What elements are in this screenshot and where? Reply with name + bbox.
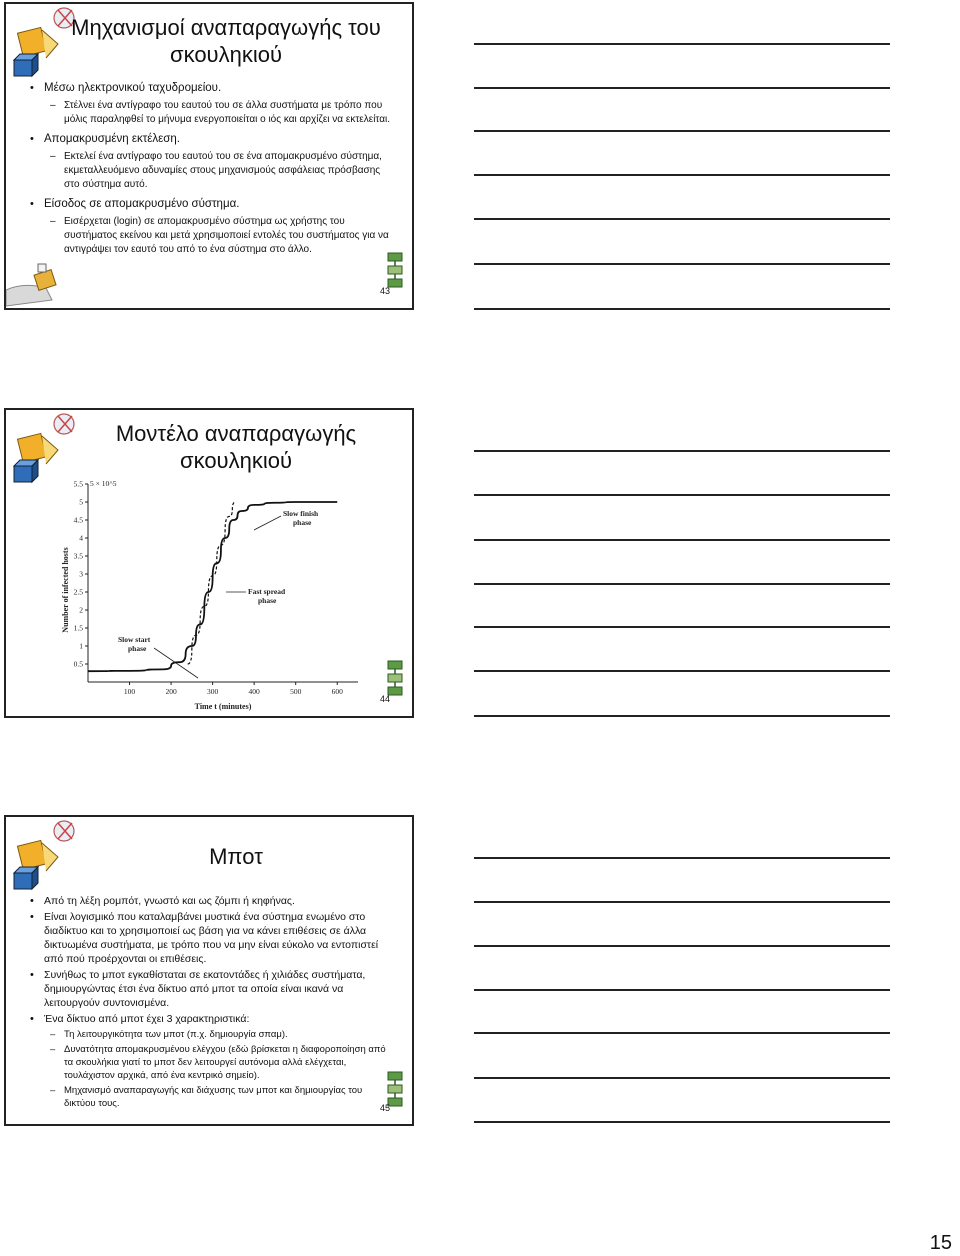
y-tick-label: 1 (79, 641, 83, 651)
bullet-item: • Είσοδος σε απομακρυσμένο σύστημα. (30, 197, 392, 212)
slide-44 (4, 408, 414, 718)
slide-45 (4, 815, 414, 1126)
flowchart-icon (384, 660, 406, 698)
x-axis-label: Time t (minutes) (194, 702, 252, 711)
bullet-item: • Από τη λέξη ρομπότ, γνωστό και ως ζόμπι ή κηφήνας. (30, 894, 388, 908)
worm-propagation-chart (58, 472, 358, 712)
note-line (474, 1032, 890, 1034)
note-line (474, 626, 890, 628)
bullet-item: • Συνήθως το μποτ εγκαθίσταται σε εκατοντάδες ή χιλιάδες συστήματα, δημιουργώντας έτσι ένα δίκτυο από μποτ τα οποία είναι ικανά να λειτουργούν συντονισμένα. (30, 968, 388, 1010)
sub-bullet-item: – Εισέρχεται (login) σε απομακρυσμένο σύστημα ως χρήστης του συστήματος εκείνου και μετά χρησιμοποιεί εντολές του συστήματος για να αντιγράψει τον εαυτό του από το ένα σύστημα στο άλλο. (30, 215, 392, 257)
sub-bullet-item: – Μηχανισμό αναπαραγωγής και διάχυσης των μποτ και δημιουργίας του δικτύου τους. (30, 1084, 388, 1110)
note-line (474, 1077, 890, 1079)
x-tick-label: 600 (331, 687, 343, 696)
bullet-list (30, 79, 392, 262)
note-line (474, 263, 890, 265)
annotation-leader-line (254, 516, 281, 530)
annotation-label: phase (128, 644, 147, 653)
note-line (474, 857, 890, 859)
note-line (474, 583, 890, 585)
x-tick-label: 100 (123, 687, 136, 696)
slide-title: Μηχανισμοί αναπαραγωγής του σκουληκιού (71, 15, 381, 67)
flowchart-icon (384, 252, 406, 290)
annotation-label: Slow start (118, 635, 151, 644)
slide-corner-decoration (6, 817, 78, 895)
note-line (474, 715, 890, 717)
y-tick-label: 0.5 (73, 659, 83, 669)
annotation-label: phase (293, 518, 312, 527)
note-line (474, 1121, 890, 1123)
note-line (474, 130, 890, 132)
slide-title: Μποτ (209, 844, 263, 869)
y-tick-label: 2 (79, 605, 83, 615)
slide-title: Μοντέλο αναπαραγωγής σκουληκιού (115, 421, 357, 473)
note-line (474, 901, 890, 903)
sub-bullet-item: – Τη λειτουργικότητα των μποτ (π.χ. δημιουργία σπαμ). (30, 1028, 388, 1041)
annotation-label: Fast spread (248, 587, 286, 596)
y-tick-label: 1.5 (73, 623, 83, 633)
note-line (474, 43, 890, 45)
y-tick-label: 4.5 (73, 515, 83, 525)
sub-bullet-item: – Στέλνει ένα αντίγραφο του εαυτού του σε άλλα συστήματα με τρόπο που μόλις παραληφθεί το μήνυμα ενεργοποιείται ο ιός και αρχίζει να εκτελείται. (30, 99, 392, 127)
slide-43 (4, 2, 414, 310)
bullet-item: • Ένα δίκτυο από μποτ έχει 3 χαρακτηριστικά: (30, 1012, 388, 1026)
note-line (474, 308, 890, 310)
bullet-item: • Μέσω ηλεκτρονικού ταχυδρομείου. (30, 81, 392, 96)
y-axis-label: Number of infected hosts (61, 547, 70, 633)
x-tick-label: 200 (165, 687, 177, 696)
slide-number: 43 (379, 286, 390, 296)
annotation-leader-line (154, 648, 198, 678)
bullet-list (30, 894, 388, 1112)
note-line (474, 945, 890, 947)
infection-curve-line (88, 502, 337, 671)
sub-bullet-item: – Εκτελεί ένα αντίγραφο του εαυτού του σε ένα απομακρυσμένο σύστημα, εκμεταλλευόμενο αδυναμίες στους μηχανισμούς ασφάλειας πρόσβασης στο σύστημα αυτό. (30, 150, 392, 192)
note-line (474, 494, 890, 496)
x-tick-label: 500 (290, 687, 302, 696)
bullet-item: • Είναι λογισμικό που καταλαμβάνει μυστικά ένα σύστημα ενωμένο στο διαδίκτυο και το χρησιμοποιεί ως βάση για να κάνει επιθέσεις σε άλλα δικτυωμένα συστήματα, με τρόπο που να μην είναι εύκολο να εντοπιστεί από πού προέρχονται οι επιθέσεις. (30, 910, 388, 966)
slide-number: 45 (379, 1103, 390, 1113)
hand-with-disk-icon (6, 260, 70, 308)
note-line (474, 174, 890, 176)
note-line (474, 670, 890, 672)
x-tick-label: 400 (248, 687, 260, 696)
note-line (474, 989, 890, 991)
note-line (474, 539, 890, 541)
y-axis-multiplier: 5 × 10^5 (90, 479, 117, 488)
y-tick-label: 2.5 (73, 587, 83, 597)
sub-bullet-item: – Δυνατότητα απομακρυσμένου ελέγχου (εδώ βρίσκεται η διαφοροποίηση από τα σκουλήκια γιατί το μποτ δεν λειτουργεί αυτόνομα αλλά ελέγχεται, τουλάχιστον αρχικά, από ένα κεντρικό σημείο). (30, 1043, 388, 1082)
y-tick-label: 5 (79, 497, 83, 507)
y-tick-label: 3 (79, 569, 83, 579)
slide-number: 44 (379, 694, 390, 704)
note-line (474, 87, 890, 89)
x-tick-label: 300 (206, 687, 219, 696)
y-tick-label: 3.5 (73, 551, 83, 561)
note-line (474, 450, 890, 452)
note-line (474, 218, 890, 220)
annotation-label: phase (258, 596, 277, 605)
y-tick-label: 5.5 (73, 479, 83, 489)
y-tick-label: 4 (79, 533, 83, 543)
page-number: 15 (929, 1232, 952, 1254)
annotation-label: Slow finish (283, 509, 319, 518)
bullet-item: • Απομακρυσμένη εκτέλεση. (30, 132, 392, 147)
